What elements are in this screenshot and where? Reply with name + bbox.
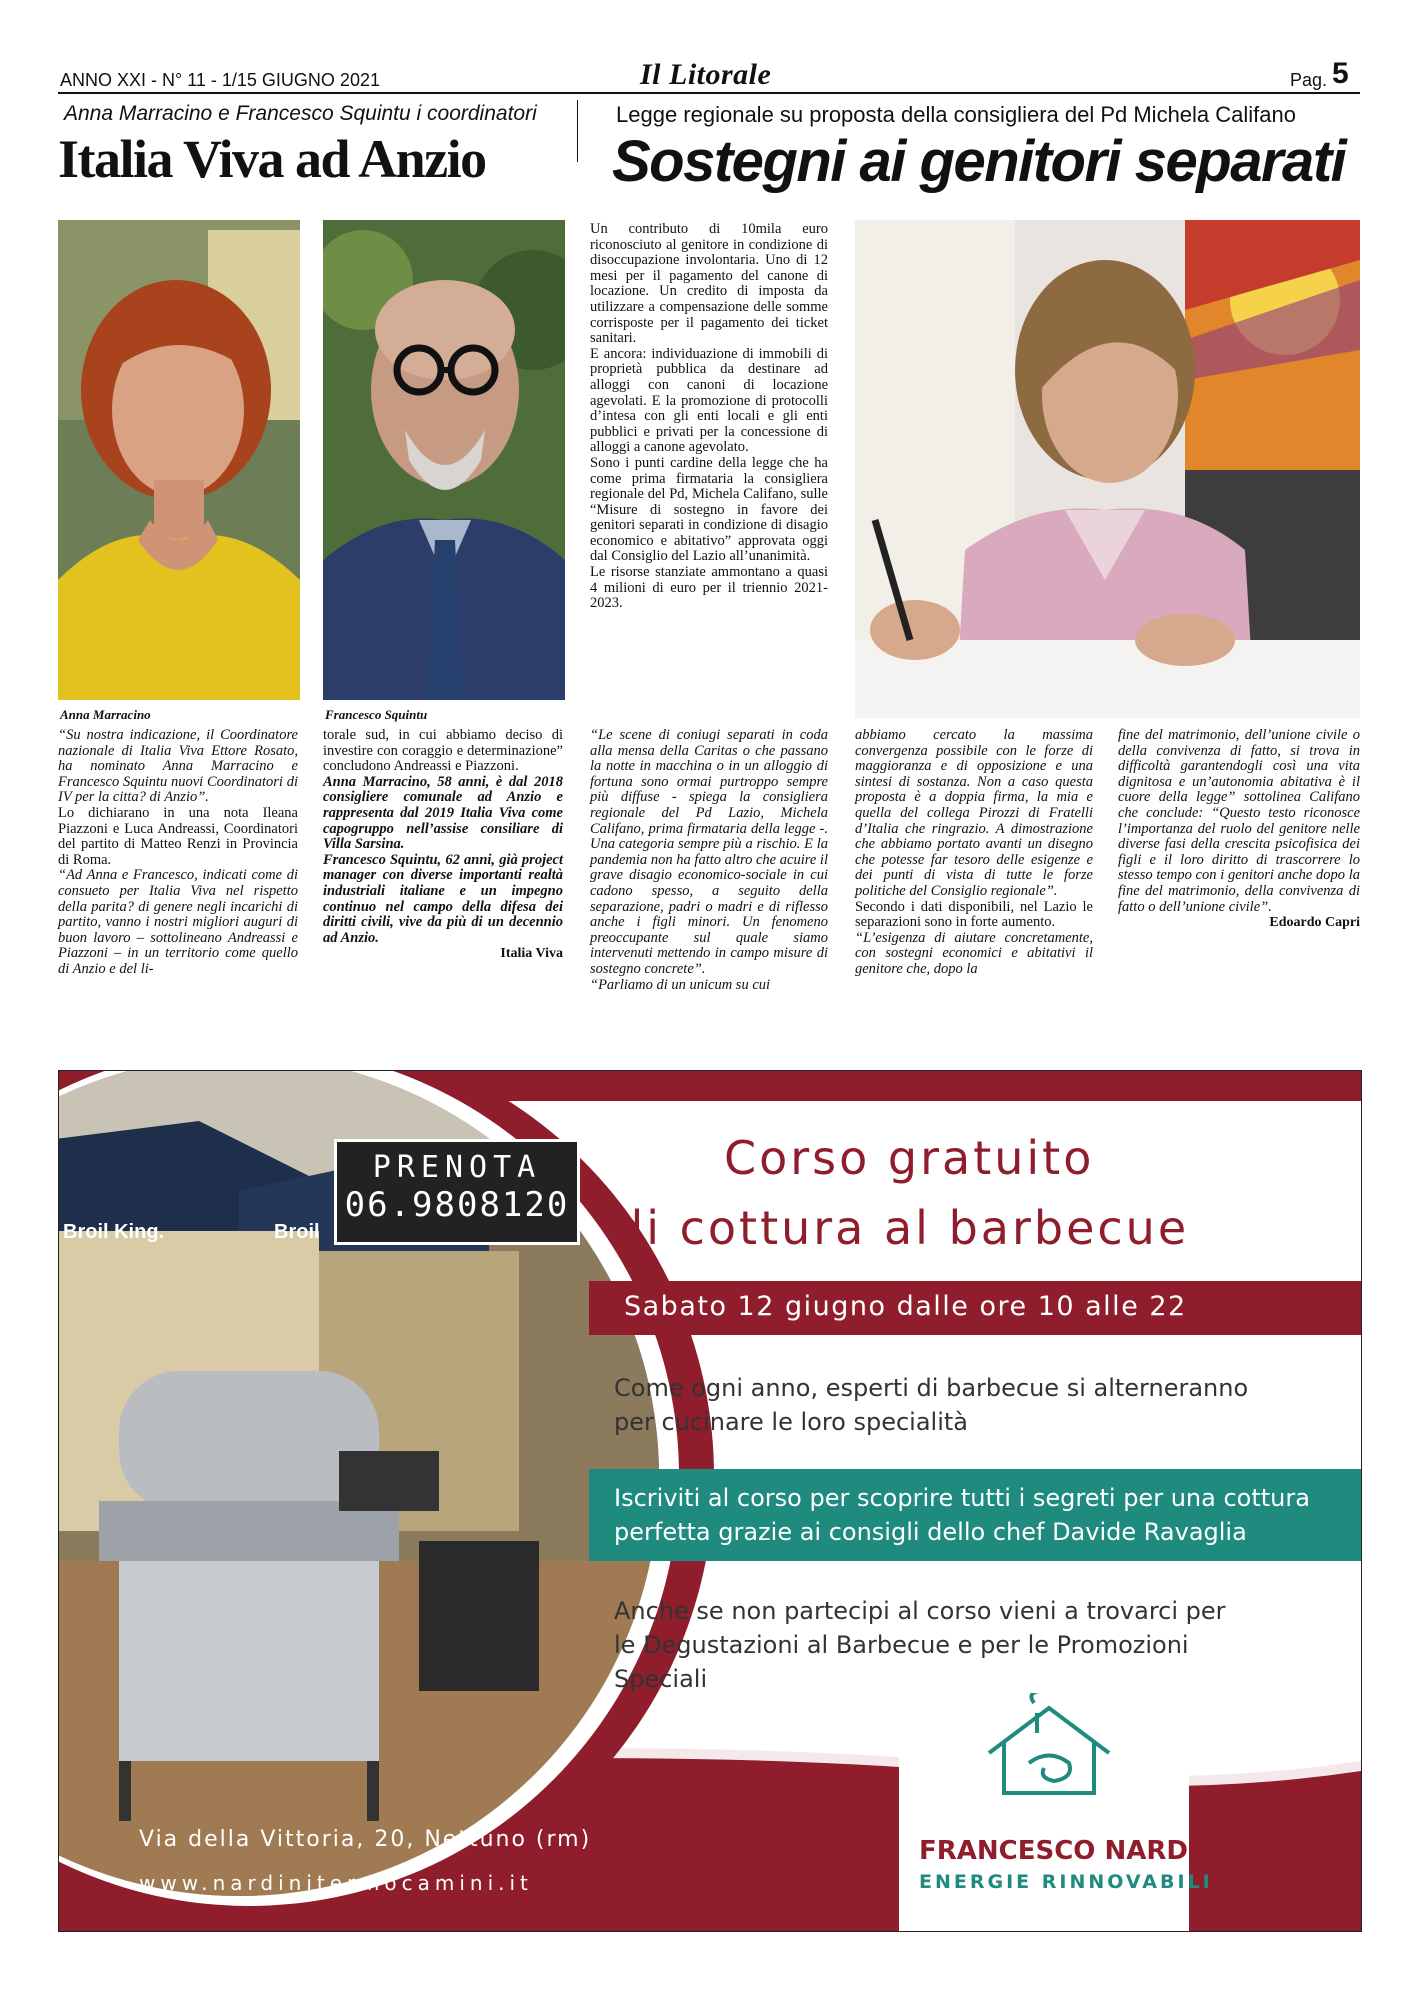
left-article-col2 [323, 728, 563, 962]
ad-title-line2: di cottura al barbecue [614, 1201, 1190, 1255]
website-link[interactable]: www.nardinitermocamini.it [139, 1871, 533, 1895]
right-article-col1 [590, 728, 828, 993]
paragraph: Anna Marracino, 58 anni, è dal 2018 consigliere comunale ad Anzio e rappresenta dal 2019 Italia Viva come capogruppo nell’assise consiliare di Villa Sarsina. [323, 773, 563, 853]
address: Via della Vittoria, 20, Nettuno (rm) [139, 1827, 592, 1852]
barbecue-ad [58, 1070, 1362, 1932]
paragraph: Un contributo di 10mila euro riconosciuto al genitore in condizione di disoccupazione involontaria. Uno di 12 mesi per il pagamento del canone di locazione. Un credito di imposta da utilizzare a compensazione delle somme corrisposte per il pagamento dei ticket sanitari. [590, 221, 828, 347]
right-article-col-top [590, 222, 828, 612]
left-article-col1 [58, 728, 298, 978]
photo-michela-califano [855, 220, 1360, 718]
signature: Edoardo Capri [1269, 915, 1360, 931]
ad-text-3: Anche se non partecipi al corso vieni a trovarci per le Degustazioni al Barbecue e per le Promozioni Speciali [614, 1597, 1226, 1693]
date-band [589, 1281, 1361, 1335]
photo-anna-marracino [58, 220, 300, 700]
photo-caption: Francesco Squintu [325, 707, 428, 722]
paragraph: “Parliamo di un unicum su cui [590, 976, 771, 993]
ad-text-2: Iscriviti al corso per scoprire tutti i segreti per una cottura perfetta grazie ai consigli dello chef Davide Ravaglia [614, 1484, 1310, 1546]
newspaper-brand: Il Litorale [640, 58, 772, 91]
issue-info: ANNO XXI - N° 11 - 1/15 GIUGNO 2021 [60, 70, 380, 90]
left-kicker: Anna Marracino e Francesco Squintu i coordinatori [64, 102, 537, 125]
prenota-label: PRENOTA [372, 1150, 542, 1185]
paragraph: Francesco Squintu, 62 anni, già project manager con diverse importanti realtà industriali italiane e un impegno continuo nel campo della difesa dei diritti civili, vive da più di un decennio ad Anzio. [323, 851, 563, 946]
paragraph: abbiamo cercato la massima convergenza possibile con le forze di maggioranza e di opposizione e una sintesi di sostanza. Non a caso questa proposta è a doppia firma, la mia e quella del collega Pirozzi di Fratelli d’Italia che ringrazio. A dimostrazione che abbiamo portato avanti un disegno che potesse far tesoro delle esigenze e dei punti di vista di tutte le forze politiche del Consiglio regionale”. [855, 727, 1093, 899]
paragraph: Le risorse stanziate ammontano a quasi 4 milioni di euro per il triennio 2021-2023. [590, 564, 828, 612]
photo-caption: Anna Marracino [60, 707, 151, 722]
header-rule [58, 92, 1360, 94]
paragraph: Lo dichiarano in una nota Ileana Piazzoni e Luca Andreassi, Coordinatori del partito di Matteo Renzi in Provincia di Roma. [58, 804, 298, 868]
page-number: 5 [1332, 57, 1349, 90]
tent-brand-label: Broil King. [63, 1221, 165, 1243]
paragraph: “Su nostra indicazione, il Coordinatore nazionale di Italia Viva Ettore Rosato, ha nominato Anna Marracino e Francesco Squintu nuovi Coordinatori di IV per la citta? di Anzio”. [58, 727, 298, 806]
paragraph: “Le scene di coniugi separati in coda alla mensa della Caritas o che passano la notte in macchina o in un alloggio di fortuna sono ormai purtroppo sempre più diffuse - spiega la consigliera regionale del Pd Lazio, Michela Califano, prima firmataria della legge -. Una categoria sempre più a rischio. E la pandemia non ha fatto altro che acuire il grave disagio economico-sociale in cui cadono spesso, a seguito della separazione, padri o madri e di riflesso anche i figli minori. Un fenomeno preoccupante sul quale siamo intervenuti mettendo in campo misure di sostegno concrete”. [590, 727, 828, 977]
headline-divider [577, 100, 578, 162]
left-headline: Italia Viva ad Anzio [58, 129, 486, 189]
paragraph: Sono i punti cardine della legge che ha come prima firmataria la consigliera regionale del Pd, Michela Califano, sulle “Misure di sostegno in favore dei genitori separati in condizione di disagio economico e abitativo” approvata oggi dal Consiglio del Lazio all’unanimità. [590, 454, 828, 565]
ad-text-1: Come ogni anno, esperti di barbecue si alterneranno per cucinare le loro specialità [614, 1374, 1249, 1436]
right-article-col2 [855, 728, 1093, 978]
photo-francesco-squintu [323, 220, 565, 700]
teal-band [589, 1469, 1361, 1561]
right-headline: Sostegni ai genitori separati [612, 129, 1346, 194]
signature: Italia Viva [500, 946, 563, 962]
page-label: Pag. [1290, 70, 1328, 90]
paragraph: “Ad Anna e Francesco, indicati come di consueto per Italia Viva nel rispetto della parita? di genere negli incarichi di partito, vanno i nostri migliori auguri di buon lavoro – sottolineano Andreassi e Piazzoni – in un territorio come quello di Anzio e del li- [58, 867, 298, 977]
paragraph: torale sud, in cui abbiamo deciso di investire con coraggio e determinazione” concludono Andreassi e Piazzoni. [323, 727, 563, 775]
brand-name: FRANCESCO NARDINI [919, 1836, 1230, 1866]
paragraph: Secondo i dati disponibili, nel Lazio le separazioni sono in forte aumento. [855, 898, 1093, 931]
house-fire-icon [979, 1693, 1119, 1803]
paragraph: “L’esigenza di aiutare concretamente, con sostegni economici e abitativi il genitore che, dopo la [855, 929, 1093, 977]
ad-title-line1: Corso gratuito [724, 1131, 1095, 1185]
tent-brand-label: Broil [274, 1221, 320, 1243]
right-article-col3 [1118, 728, 1360, 931]
paragraph: E ancora: individuazione di immobili di proprietà pubblica da destinare ad alloggi con canoni di locazione agevolati. E la promozione di protocolli d’intesa con gli enti locali e gli enti pubblici e privati per la concessione di alloggi a canone agevolato. [590, 345, 828, 456]
prenota-phone: 06.9808120 [344, 1185, 570, 1225]
prenota-box [334, 1139, 580, 1245]
right-kicker: Legge regionale su proposta della consigliera del Pd Michela Califano [616, 102, 1296, 127]
paragraph: fine del matrimonio, dell’unione civile o della convivenza di fatto, si trova in difficoltà garantendogli così una vita dignitosa e un’autonomia abitativa è il cuore della legge” sottolinea Califano che conclude: “Questo testo riconosce l’importanza del ruolo del genitore nelle diverse fasi della crescita psicofisica dei figli e il loro diritto di trascorrere lo stesso tempo con i genitori anche dopo la fine del matrimonio, della convivenza di fatto o dell’unione civile”. [1118, 727, 1360, 915]
date-text: Sabato 12 giugno dalle ore 10 alle 22 [624, 1291, 1187, 1322]
brand-tagline: ENERGIE RINNOVABILI [919, 1871, 1213, 1893]
